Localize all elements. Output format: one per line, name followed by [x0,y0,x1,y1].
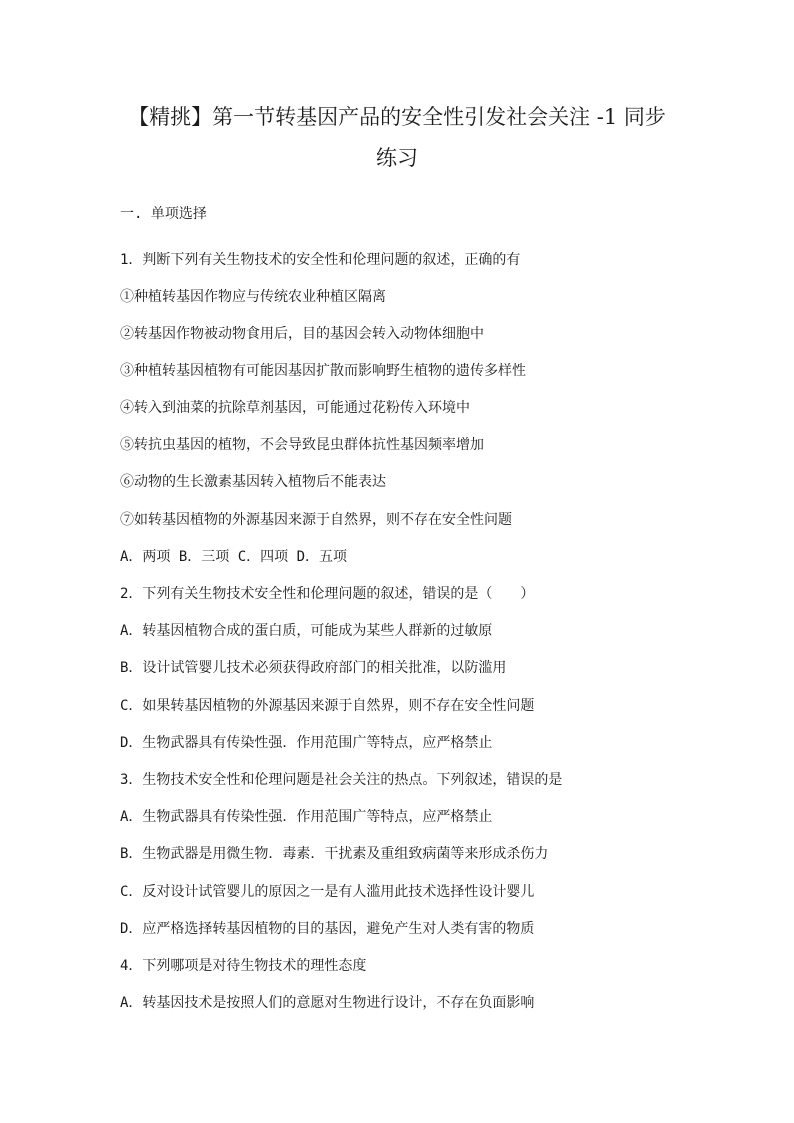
question-1-statement-6: ⑥动物的生长激素基因转入植物后不能表达 [120,474,386,490]
question-3-option-a: A．生物武器具有传染性强．作用范围广等特点，应严格禁止 [120,809,493,825]
question-4-option-a: A．转基因技术是按照人们的意愿对生物进行设计，不存在负面影响 [120,995,535,1011]
question-3-option-d: D．应严格选择转基因植物的目的基因，避免产生对人类有害的物质 [120,921,535,937]
question-1-statement-2: ②转基因作物被动物食用后，目的基因会转入动物体细胞中 [120,326,484,342]
question-1-statement-5: ⑤转抗虫基因的植物，不会导致昆虫群体抗性基因频率增加 [120,437,484,453]
question-4-stem: 4．下列哪项是对待生物技术的理性态度 [120,958,367,974]
section-heading: 一. 单项选择 [120,206,207,222]
question-3-stem: 3．生物技术安全性和伦理问题是社会关注的热点。下列叙述，错误的是 [120,772,563,788]
question-2-option-a: A．转基因植物合成的蛋白质，可能成为某些人群新的过敏原 [120,623,493,639]
question-3-option-c: C．反对设计试管婴儿的原因之一是有人滥用此技术选择性设计婴儿 [120,884,535,900]
document-title-line-2: 练习 [376,146,418,170]
question-1-options: A．两项 B．三项 C．四项 D．五项 [120,549,348,565]
question-1-statement-7: ⑦如转基因植物的外源基因来源于自然界，则不存在安全性问题 [120,512,512,528]
question-1-statement-1: ①种植转基因作物应与传统农业种植区隔离 [120,289,386,305]
document-title-line-1: 【精挑】第一节转基因产品的安全性引发社会关注 -1 同步 [128,105,666,129]
question-2-option-c: C．如果转基因植物的外源基因来源于自然界，则不存在安全性问题 [120,698,535,714]
question-2-stem: 2．下列有关生物技术安全性和伦理问题的叙述，错误的是（ ） [120,586,535,602]
question-3-option-b: B．生物武器是用微生物．毒素．干扰素及重组致病菌等来形成杀伤力 [120,846,549,862]
question-1-stem: 1．判断下列有关生物技术的安全性和伦理问题的叙述，正确的有 [120,252,521,268]
question-1-statement-3: ③种植转基因植物有可能因基因扩散而影响野生植物的遗传多样性 [120,363,526,379]
question-2-option-b: B．设计试管婴儿技术必须获得政府部门的相关批准，以防滥用 [120,660,507,676]
question-1-statement-4: ④转入到油菜的抗除草剂基因，可能通过花粉传入环境中 [120,400,470,416]
question-2-option-d: D．生物武器具有传染性强．作用范围广等特点，应严格禁止 [120,735,493,751]
